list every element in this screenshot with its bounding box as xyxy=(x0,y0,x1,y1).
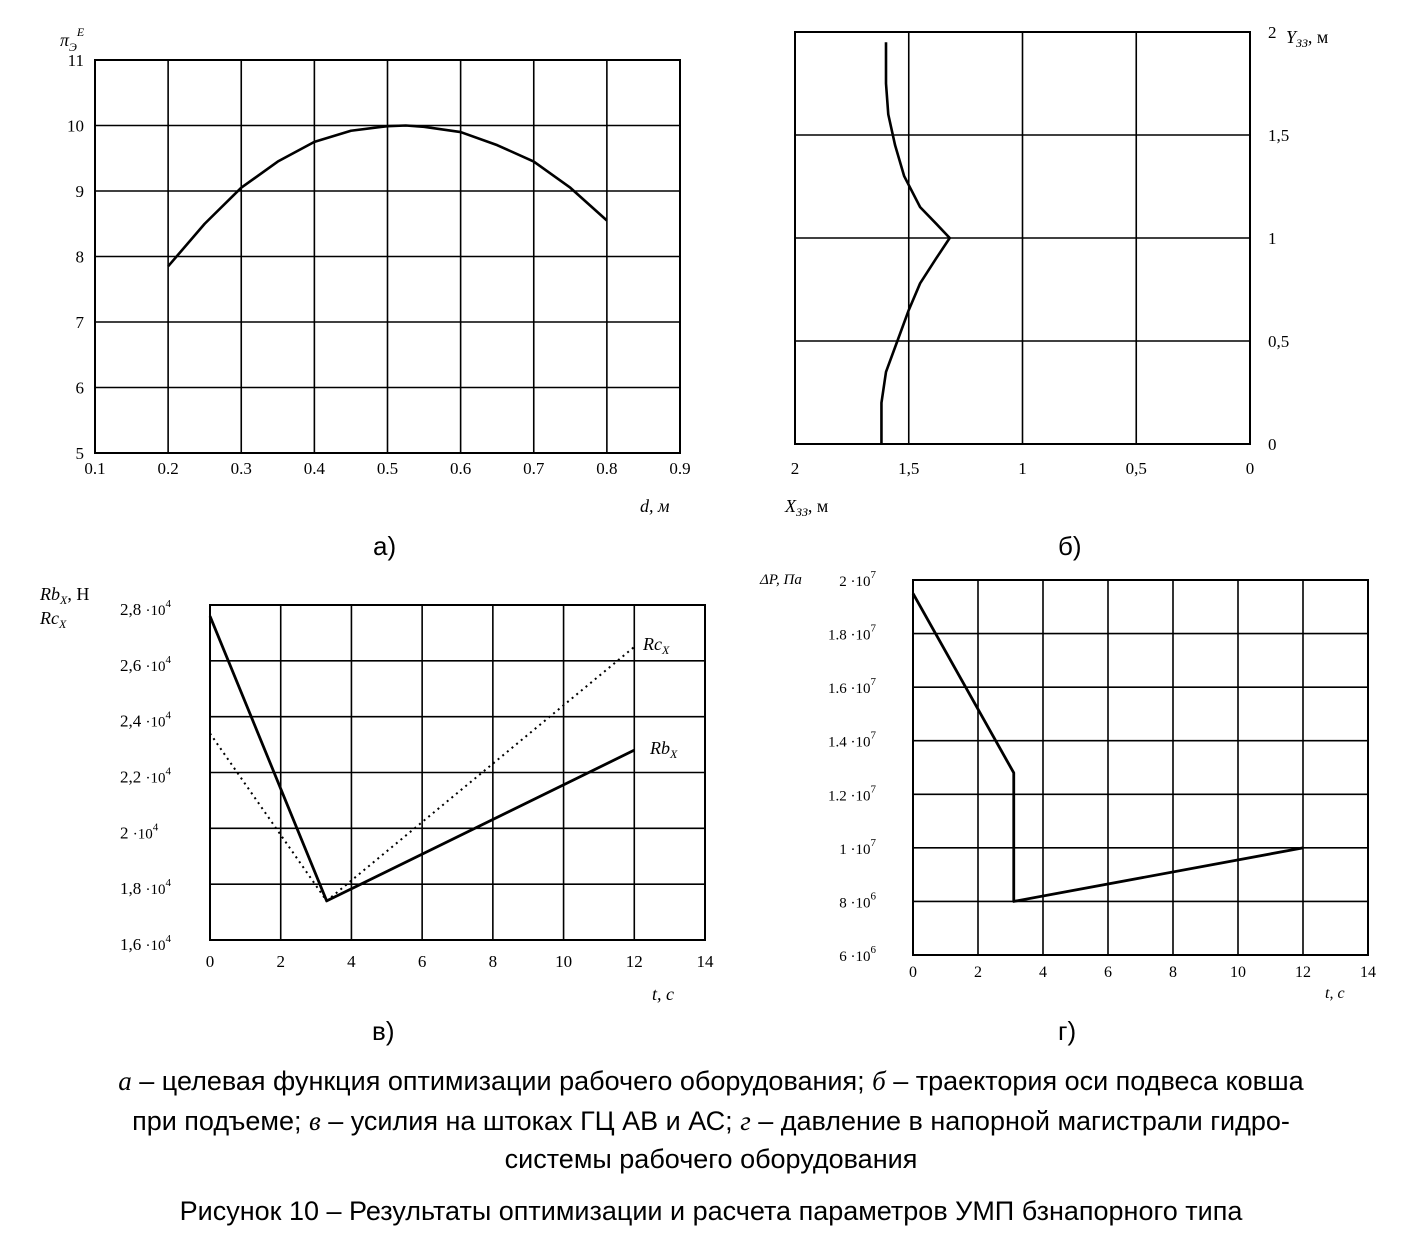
caption-text-3: системы рабочего оборудования xyxy=(504,1144,918,1174)
x-tick-label: 12 xyxy=(1295,964,1311,981)
caption-line-2 xyxy=(0,1103,1422,1139)
figure-title-text: Рисунок 10 – Результаты оптимизации и расчета параметров УМП бзнапорного типа xyxy=(179,1196,1243,1226)
y-axis-label-b: $Y_{ЗЗ}$, м xyxy=(1286,27,1329,50)
y-tick-label: $1.2 \cdot 10^7$ xyxy=(828,783,876,805)
caption-letter-v: в xyxy=(308,1106,321,1136)
panel-label-a: а) xyxy=(373,531,397,561)
y-ticks-b xyxy=(1268,23,1289,454)
grid-g xyxy=(913,580,1368,955)
caption-text-g: – давление в напорной магистрали гидро- xyxy=(750,1106,1290,1136)
figure-title xyxy=(0,1193,1422,1229)
grid-v xyxy=(210,605,705,940)
chart-v xyxy=(39,584,714,1046)
y-tick-label: 11 xyxy=(67,51,84,70)
y-tick-label: 0 xyxy=(1268,435,1277,454)
y-axis-label-a: $\pi_Э^Е$ xyxy=(60,25,85,54)
caption-text-2a: при подъеме; xyxy=(132,1106,309,1136)
y-tick-label: 8 xyxy=(75,247,84,267)
caption-letter-a: а xyxy=(118,1066,132,1096)
x-tick-label: 0.4 xyxy=(303,459,325,478)
y-tick-label: 5 xyxy=(75,444,84,463)
y-tick-label: $6 \cdot 10^6$ xyxy=(839,944,876,965)
y-tick-label: $2,8 \cdot 10^4$ xyxy=(120,598,171,619)
y-tick-label: 2 xyxy=(1268,23,1277,42)
x-tick-label: 8 xyxy=(1169,964,1177,981)
panel-label-g: г) xyxy=(1058,1016,1077,1046)
x-tick-label: 12 xyxy=(625,952,643,971)
chart-g xyxy=(759,569,1376,1046)
x-tick-label: 0.9 xyxy=(669,459,691,478)
y-tick-label: $8 \cdot 10^6$ xyxy=(839,890,876,912)
y-tick-label: $2,4 \cdot 10^4$ xyxy=(120,709,171,731)
x-axis-label-v: t, с xyxy=(652,984,674,1004)
y-tick-label: 6 xyxy=(75,378,84,398)
x-tick-label: 0 xyxy=(205,952,215,971)
y-tick-label: $2,2 \cdot 10^4$ xyxy=(120,765,171,787)
x-tick-label: 2 xyxy=(974,964,982,981)
x-tick-label: 10 xyxy=(1230,964,1246,981)
x-tick-label: 0.1 xyxy=(84,459,106,478)
y-tick-label: 7 xyxy=(75,313,84,332)
y-tick-label: $2 \cdot 10^4$ xyxy=(120,821,159,843)
x-axis-label-g: t, с xyxy=(1325,985,1345,1002)
y-ticks-v xyxy=(120,598,172,954)
x-ticks-v xyxy=(206,952,714,971)
x-tick-label: 0 xyxy=(909,964,917,981)
x-ticks-b xyxy=(791,459,1255,478)
caption-line-1 xyxy=(0,1063,1422,1099)
y-tick-label: $1.8 \cdot 10^7$ xyxy=(828,622,876,644)
trajectory-line xyxy=(881,42,949,444)
y-axis-label-v-line1: $Rb_X$, Н xyxy=(40,584,90,607)
x-ticks-g xyxy=(909,964,1376,981)
y-tick-label: 10 xyxy=(67,116,84,136)
y-axis-label-v-line2: $Rc_X$ xyxy=(40,608,67,631)
x-axis-label-a: d, м xyxy=(640,496,670,516)
y-tick-label: $2,6 \cdot 10^4$ xyxy=(120,653,171,675)
y-tick-label: $1.6 \cdot 10^7$ xyxy=(828,676,876,698)
x-tick-label: 0,5 xyxy=(1125,459,1147,478)
chart-a xyxy=(60,25,691,561)
grid-b xyxy=(795,32,1250,444)
caption-letter-g: г xyxy=(740,1106,751,1136)
x-tick-label: 0.5 xyxy=(376,459,399,478)
y-ticks-g xyxy=(828,569,877,965)
x-tick-label: 4 xyxy=(347,952,356,971)
y-tick-label: 0,5 xyxy=(1268,332,1290,351)
panel-label-b: б) xyxy=(1058,531,1082,561)
caption-letter-b: б xyxy=(872,1066,886,1096)
x-tick-label: 0.6 xyxy=(450,459,472,478)
x-tick-label: 0.3 xyxy=(230,459,252,478)
caption-line-3 xyxy=(0,1141,1422,1177)
y-ticks-a xyxy=(67,51,85,463)
x-tick-label: 4 xyxy=(1039,964,1047,981)
chart-b xyxy=(784,23,1328,561)
x-tick-label: 1 xyxy=(1018,459,1027,478)
x-tick-label: 0.8 xyxy=(596,459,618,478)
x-tick-label: 6 xyxy=(417,952,427,971)
y-tick-label: 1,5 xyxy=(1268,126,1290,145)
x-tick-label: 14 xyxy=(1360,964,1376,981)
legend-label-rcx: $Rc_X$ xyxy=(643,634,670,657)
x-tick-label: 1,5 xyxy=(898,459,920,478)
series-b xyxy=(881,42,949,444)
caption-text-v: – усилия на штоках ГЦ АВ и АС; xyxy=(320,1106,741,1136)
y-tick-label: 9 xyxy=(75,182,84,201)
y-tick-label: 1 xyxy=(1268,229,1277,248)
x-tick-label: 0.2 xyxy=(157,459,179,478)
x-tick-label: 8 xyxy=(488,952,498,971)
plot-frame-g xyxy=(913,580,1368,955)
y-tick-label: $2 \cdot 10^7$ xyxy=(839,569,876,590)
grid-a xyxy=(95,60,680,453)
y-tick-label: $1 \cdot 10^7$ xyxy=(839,836,876,858)
x-tick-label: 6 xyxy=(1104,964,1112,981)
x-tick-label: 0.7 xyxy=(523,459,545,478)
y-tick-label: $1,6 \cdot 10^4$ xyxy=(120,933,171,954)
panel-label-v: в) xyxy=(372,1016,395,1046)
y-tick-label: $1,8 \cdot 10^4$ xyxy=(120,877,171,899)
caption-text-a: – целевая функция оптимизации рабочего оборудования; xyxy=(131,1066,873,1096)
x-ticks-a xyxy=(84,459,690,478)
x-tick-label: 10 xyxy=(555,952,573,971)
x-tick-label: 0 xyxy=(1245,459,1255,478)
x-tick-label: 14 xyxy=(696,952,714,971)
x-tick-label: 2 xyxy=(276,952,285,971)
y-axis-label-g: ΔP, Па xyxy=(760,572,802,588)
caption-text-b: – траектория оси подвеса ковша xyxy=(885,1066,1304,1096)
x-axis-label-b: $X_{ЗЗ}$, м xyxy=(785,496,829,519)
x-tick-label: 2 xyxy=(790,459,800,478)
legend-label-rbx: $Rb_X$ xyxy=(650,738,678,761)
y-tick-label: $1.4 \cdot 10^7$ xyxy=(828,729,876,751)
